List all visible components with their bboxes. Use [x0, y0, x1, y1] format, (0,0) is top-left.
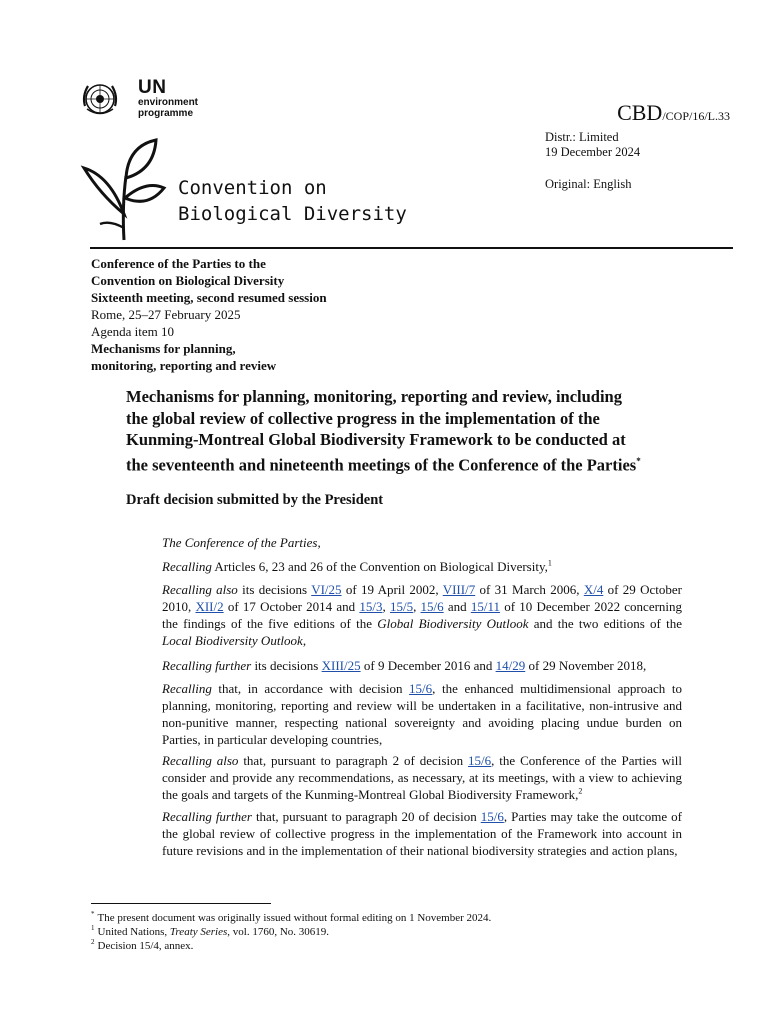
p4-text-2: , the enhanced multidimensional approach to planning, monitoring, reporting and review will be undertaken in a facilitative, non-intrusive and non-punitive manner, respecting national sovereignty and avoiding placing undue burden on Parties, in particular developing countries,: [162, 681, 682, 747]
document-symbol: [560, 100, 730, 126]
cbd-logo-text: [178, 175, 407, 227]
p2-text-2: of 19 April 2002,: [341, 582, 443, 597]
agenda-title-line1: Mechanisms for planning,: [91, 341, 236, 356]
decision-link-15-5[interactable]: 15/5: [389, 599, 414, 614]
footnote-1-mark: 1: [91, 924, 95, 933]
decision-link-15-6[interactable]: 15/6: [480, 809, 504, 824]
p5-lead: Recalling also: [162, 753, 239, 768]
p1-footnote-ref[interactable]: 1: [547, 558, 552, 568]
meeting-body-line1: Conference of the Parties to the: [91, 256, 266, 271]
footnote-1-text-1: United Nations,: [97, 926, 170, 938]
decision-link-15-3[interactable]: 15/3: [359, 599, 383, 614]
decision-link-x-4[interactable]: X/4: [583, 582, 604, 597]
footnote-1-text-2: , vol. 1760, No. 30619.: [227, 926, 330, 938]
paragraph-recalling-further-2: [126, 808, 682, 859]
decision-link-15-6[interactable]: 15/6: [468, 753, 492, 768]
p6-text-1: that, pursuant to paragraph 20 of decision: [251, 809, 481, 824]
p5-text-1: that, pursuant to paragraph 2 of decision: [238, 753, 468, 768]
cbd-logo-line1: Convention on: [178, 177, 327, 199]
meeting-body-line2: Convention on Biological Diversity: [91, 273, 285, 288]
paragraph-preamble-intro: [126, 534, 682, 551]
p2-text-7: ,: [413, 599, 421, 614]
p3-text-3: of 29 November 2018,: [525, 658, 647, 673]
decision-link-14-29[interactable]: 14/29: [495, 658, 526, 673]
title-line4: the seventeenth and nineteenth meetings of the Conference of the Parties: [126, 455, 637, 474]
decision-link-xii-2[interactable]: XII/2: [195, 599, 224, 614]
distribution-status: Distr.: Limited: [545, 130, 619, 144]
footnotes: [91, 911, 491, 953]
p2-lbo-title: Local Biodiversity Outlook: [162, 633, 303, 648]
preamble-intro-text: The Conference of the Parties,: [162, 535, 321, 550]
document-date: 19 December 2024: [545, 145, 641, 159]
p2-text-1: its decisions: [237, 582, 312, 597]
document-symbol-suffix: /COP/16/L.33: [662, 109, 730, 123]
p2-text-5: of 17 October 2014 and: [223, 599, 360, 614]
p2-text-8: and: [443, 599, 471, 614]
paragraph-recalling-further-1: [126, 657, 682, 674]
p2-gbo-title: Global Biodiversity Outlook: [377, 616, 529, 631]
footnote-star: [91, 911, 491, 925]
p2-text-3: of 31 March 2006,: [475, 582, 584, 597]
p2-text-9: of 10 December 2022 concerning the findings of the five editions of the: [162, 599, 683, 631]
title-line3: Kunming-Montreal Global Biodiversity Framework to be conducted at: [126, 430, 626, 449]
decision-link-15-6[interactable]: 15/6: [409, 681, 433, 696]
document-symbol-main: CBD: [617, 100, 663, 125]
document-title: [126, 386, 686, 476]
title-footnote-mark: *: [636, 455, 641, 466]
footnote-rule: [91, 903, 271, 904]
paragraph-recalling-2: [126, 680, 682, 748]
paragraph-recalling-1: [126, 558, 682, 575]
decision-link-15-11[interactable]: 15/11: [470, 599, 500, 614]
agenda-item: Agenda item 10: [91, 324, 175, 339]
p3-text-1: its decisions: [251, 658, 322, 673]
p1-text: Articles 6, 23 and 26 of the Convention on Biological Diversity,: [211, 559, 548, 574]
p1-lead: Recalling: [162, 559, 212, 574]
document-subtitle: Draft decision submitted by the President: [126, 492, 384, 508]
p3-text-2: of 9 December 2016 and: [360, 658, 496, 673]
footnote-2: [91, 939, 491, 953]
un-logo-line2: environment: [138, 97, 199, 108]
p6-lead: Recalling further: [162, 809, 252, 824]
distribution-block: [545, 130, 640, 160]
original-language: Original: English: [545, 177, 632, 191]
decision-link-vi-25[interactable]: VI/25: [311, 582, 342, 597]
cbd-plant-logo-icon: [80, 136, 168, 244]
meeting-info: [91, 255, 391, 374]
decision-link-15-6[interactable]: 15/6: [420, 599, 444, 614]
footnote-star-text: The present document was originally issued without formal editing on 1 November 2024.: [97, 912, 492, 924]
title-line1: Mechanisms for planning, monitoring, reporting and review, including: [126, 387, 622, 406]
p4-lead: Recalling: [162, 681, 212, 696]
decision-link-viii-7[interactable]: VIII/7: [442, 582, 476, 597]
p6-text-2: , Parties may take the outcome of the global review of collective progress in the implementation of the Framework into account in future revisions and in the implementation of their national biodiversity strategies and action plans,: [162, 809, 683, 858]
cbd-logo-line2: Biological Diversity: [178, 203, 407, 225]
p3-lead: Recalling further: [162, 658, 252, 673]
decision-link-xiii-25[interactable]: XIII/25: [321, 658, 361, 673]
p4-text-1: that, in accordance with decision: [211, 681, 410, 696]
agenda-title-line2: monitoring, reporting and review: [91, 358, 277, 373]
footnote-1-treaty-series: Treaty Series: [169, 926, 228, 938]
un-emblem-icon: [79, 78, 121, 120]
footnote-1: [91, 925, 491, 939]
header-rule: [90, 247, 733, 249]
un-logo-line1: UN: [138, 77, 167, 98]
footnote-2-text: Decision 15/4, annex.: [97, 940, 194, 952]
p2-text-10: and the two editions of the: [528, 616, 683, 631]
footnote-star-mark: *: [91, 910, 95, 919]
un-logo-line3: programme: [138, 108, 194, 119]
p5-text-2: , the Conference of the Parties will consider and provide any recommendations, as necessary, at its meetings, with a view to achieving the goals and targets of the Kunming-Montreal Global Biodiversity Framework,: [162, 753, 682, 802]
paragraph-recalling-also-1: [126, 581, 682, 649]
p2-text-11: ,: [302, 633, 307, 648]
title-line2: the global review of collective progress in the implementation of the: [126, 408, 600, 428]
paragraph-recalling-also-2: [126, 752, 682, 803]
meeting-place-dates: Rome, 25–27 February 2025: [91, 307, 241, 322]
p2-lead: Recalling also: [162, 582, 238, 597]
un-environment-logo: [138, 78, 198, 119]
p5-footnote-ref[interactable]: 2: [578, 786, 583, 796]
meeting-session: Sixteenth meeting, second resumed session: [91, 290, 327, 305]
p2-text-4: of 29 October 2010,: [162, 582, 682, 614]
p2-text-6: ,: [382, 599, 390, 614]
footnote-2-mark: 2: [91, 938, 95, 947]
